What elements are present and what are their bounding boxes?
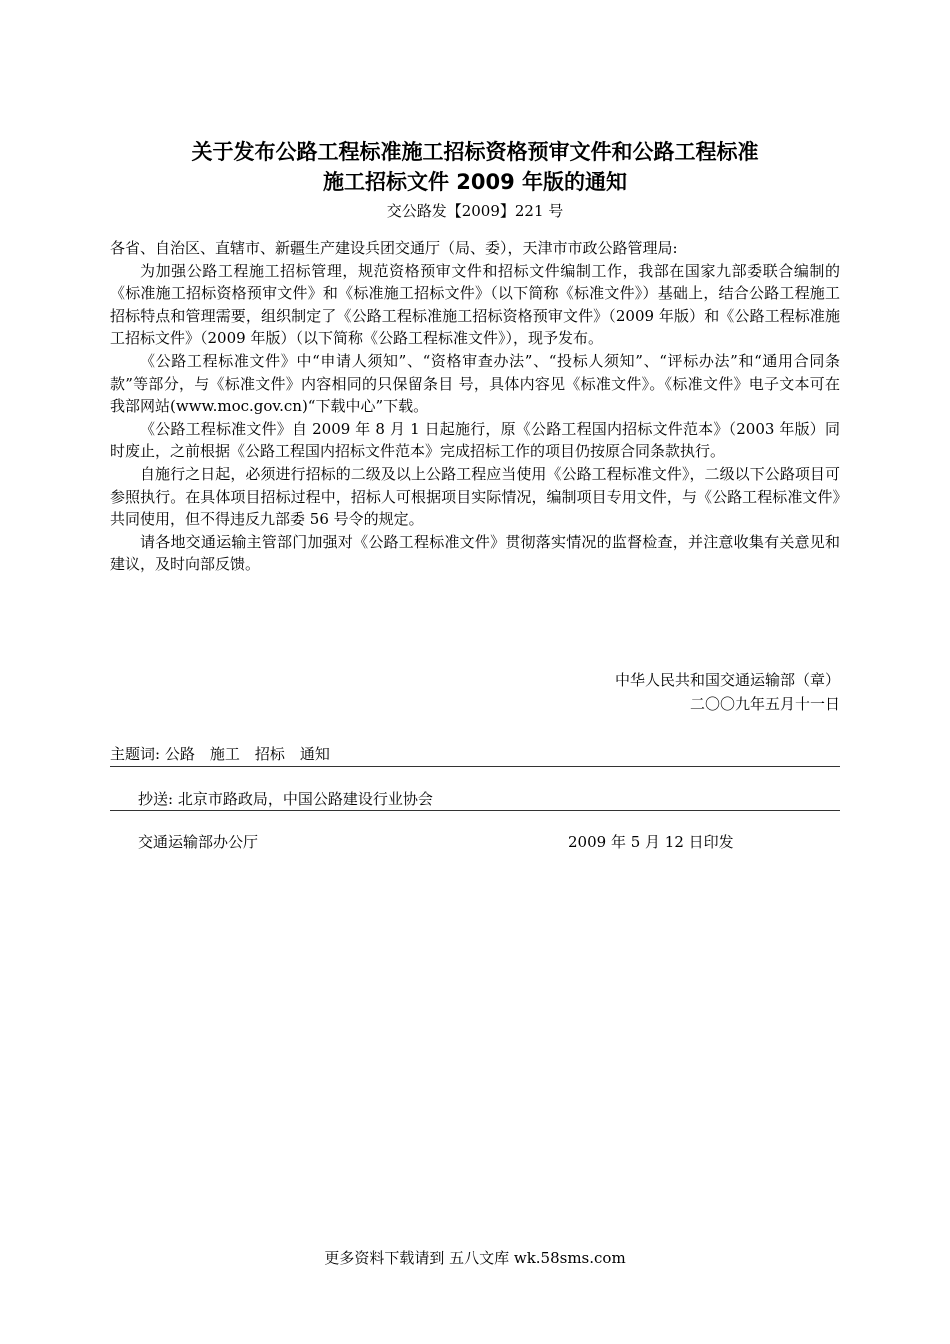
paragraph: 《公路工程标准文件》中“申请人须知”、“资格审查办法”、“投标人须知”、“评标办法”和“通用合同条款”等部分，与《标准文件》内容相同的只保留条目 号，具体内容见《标准文件》。《标准文件》电子文本可在我部网站(www.moc.gov.cn)“下载中心”下载。 — [110, 351, 840, 416]
signature-date: 二〇〇九年五月十一日 — [689, 695, 840, 713]
paragraph: 自施行之日起，必须进行招标的二级及以上公路工程应当使用《公路工程标准文件》，二级以下公路项目可参照执行。在具体项目招标过程中，招标人可根据项目实际情况，编制项目专用文件，与《公路工程标准文件》共同使用，但不得违反九部委 56 号令的规定。 — [110, 464, 840, 529]
subject-words: 主题词: 公路 施工 招标 通知 — [110, 745, 330, 763]
title-line-1: 关于发布公路工程标准施工招标资格预审文件和公路工程标准 — [191, 140, 759, 164]
document-number: 交公路发【2009】221 号 — [386, 202, 564, 220]
document-title — [110, 137, 840, 197]
footer-note: 更多资料下载请到 五八文库 wk.58sms.com — [324, 1249, 626, 1267]
title-line-2: 施工招标文件 2009 年版的通知 — [322, 170, 628, 194]
document-body — [110, 237, 840, 576]
divider — [110, 766, 840, 767]
divider — [110, 810, 840, 811]
paragraph: 《公路工程标准文件》自 2009 年 8 月 1 日起施行，原《公路工程国内招标文件范本》（2003 年版）同时废止，之前根据《公路工程国内招标文件范本》完成招标工作的项目仍按原合同条款执行。 — [110, 419, 840, 461]
print-date: 2009 年 5 月 12 日印发 — [568, 833, 734, 851]
paragraph: 为加强公路工程施工招标管理，规范资格预审文件和招标文件编制工作，我部在国家九部委联合编制的《标准施工招标资格预审文件》和《标准施工招标文件》（以下简称《标准文件》）基础上，结合公路工程施工招标特点和管理需要，组织制定了《公路工程标准施工招标资格预审文件》（2009 年版）和《公路工程标准施 工招标文件》（2009 年版）（以下简称《公路工程标准文件》），现予发布。 — [110, 261, 840, 348]
issuer: 交通运输部办公厅 — [138, 833, 259, 851]
signature-org: 中华人民共和国交通运输部（章） — [614, 671, 840, 689]
cc-line: 抄送: 北京市路政局，中国公路建设行业协会 — [138, 790, 433, 808]
salutation: 各省、自治区、直辖市、新疆生产建设兵团交通厅（局、委），天津市市政公路管理局: — [110, 239, 678, 257]
paragraph: 请各地交通运输主管部门加强对《公路工程标准文件》贯彻落实情况的监督检查，并注意收集有关意见和建议，及时向部反馈。 — [110, 532, 840, 574]
